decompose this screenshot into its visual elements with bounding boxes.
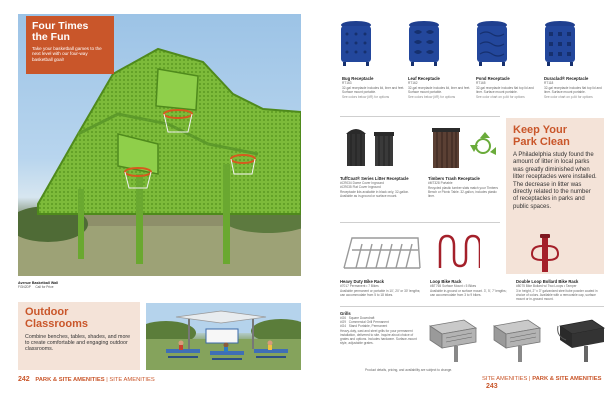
grill-sku: #G4 — [340, 324, 347, 328]
product-sku: RT162 — [408, 81, 418, 85]
loop-bike-rack-image — [436, 232, 480, 277]
leaf-receptacle-image — [404, 18, 444, 73]
timbers-receptacle-card — [428, 176, 500, 198]
grill-image — [552, 314, 608, 369]
footer-left-sub: SITE AMENITIES — [109, 377, 155, 383]
product-sku: RT163 — [342, 81, 352, 85]
grill-sku: #G9 — [340, 320, 347, 324]
outdoor-title-line2: Classrooms — [25, 317, 88, 330]
hero-title — [32, 21, 108, 43]
product-variants: Surface Mount • 5 Bikes — [442, 284, 477, 288]
keep-title-line2: Park Clean — [513, 136, 570, 148]
divider — [340, 222, 500, 223]
hero-callout — [26, 16, 114, 74]
divider — [340, 306, 604, 307]
product-name: Loop Bike Rack — [430, 279, 462, 284]
grill-image — [488, 316, 544, 369]
grill-icon — [488, 316, 544, 364]
product-name: Heavy Duty Bike Rack — [340, 279, 384, 284]
receptacle-card — [342, 76, 406, 99]
grills-title: Grills — [340, 311, 351, 316]
product-sku: #BT765 — [430, 284, 442, 288]
receptacle-icon — [472, 18, 512, 68]
receptacle-card — [544, 76, 608, 99]
grill-icon — [424, 316, 480, 364]
page-number-right: 243 — [486, 383, 498, 390]
product-desc: 32-gal receptacle includes lid, liner and feet. Surface mount portable. — [408, 86, 471, 94]
timbers-receptacle-image — [428, 124, 498, 177]
hero-title-line1: Four Times — [32, 20, 89, 32]
litter-receptacle-icon — [342, 124, 402, 172]
product-sku: RT165 — [476, 81, 486, 85]
footer-right-section: PARK & SITE AMENITIES — [532, 376, 602, 382]
basketball-caption — [18, 281, 138, 289]
page-number-left: 242 — [18, 376, 30, 383]
divider — [340, 116, 500, 117]
footer-left-separator: | — [106, 377, 108, 383]
keep-text: A Philadelphia study found the amount of litter in local parks was greatly diminished when litter receptacles were installed. The decrease in litter was directly related to the number of receptacles in parks and public spaces. — [513, 152, 597, 210]
footer-right-separator: | — [529, 376, 531, 382]
bug-receptacle-image — [336, 18, 376, 73]
receptacle-icon — [404, 18, 444, 68]
product-desc: Available in-ground or surface mount. 3', 5', 7' lengths; can accommodate from 3 to 9 bikes. — [430, 289, 507, 297]
bike-rack-icon — [340, 230, 424, 274]
product-variants: Bike Bollard w/ Two Loops • Tamper — [525, 284, 577, 288]
bike-rack-card — [340, 279, 426, 297]
outdoor-classrooms-callout — [18, 302, 140, 370]
receptacle-card — [408, 76, 472, 99]
caption-code: FGN2DP — [18, 285, 31, 290]
grills-note: Heavy-duty, cast and steel grills for your permanent installation, delivered to site. Inquire about choice of grates and options. Includes hardware. Surface-mount style, adjustable grates. — [340, 329, 417, 345]
footer-right-sub: SITE AMENITIES — [482, 376, 528, 382]
product-sku: RT118 — [544, 81, 554, 85]
keep-title — [513, 124, 597, 148]
outdoor-title-line1: Outdoor — [25, 306, 69, 318]
grill-icon — [552, 314, 608, 364]
bike-rack-card — [516, 279, 604, 301]
bollard-bike-rack-image — [530, 232, 560, 279]
heavy-duty-bike-rack-image — [340, 230, 424, 279]
outdoor-classroom-photo — [146, 303, 301, 370]
product-name: Duraclad® Receptacle — [544, 76, 589, 81]
product-sku: #CR034 — [340, 181, 352, 185]
product-sku: #8075 — [516, 284, 525, 288]
bollard-bike-rack-icon — [530, 232, 560, 274]
grill-image — [424, 316, 480, 369]
product-desc: 32-gal receptacle includes lid, liner and feet. Surface mount portable. — [342, 86, 405, 94]
receptacle-icon — [540, 18, 580, 68]
pond-receptacle-image — [472, 18, 512, 73]
product-name: TuffCoat® Series Litter Receptacle — [340, 176, 409, 181]
product-name: Bug Receptacle — [342, 76, 374, 81]
grill-desc: Square Downdraft — [348, 316, 375, 320]
litter-receptacle-image — [342, 124, 402, 177]
grill-sku: #G6 — [340, 316, 347, 320]
product-name: Timbers Trash Receptacle — [428, 176, 480, 181]
product-note: See color chart on p.## for options — [544, 95, 593, 99]
product-sku-desc: Flat Cover Inground — [352, 185, 381, 189]
bike-rack-card — [430, 279, 510, 297]
product-desc: 3 in height, 2" x 3" galvanized steel tube powder coated in choice of colors. Available with a removable cap, surface mount or in-ground mount. — [516, 289, 598, 301]
product-desc: 32-gal receptacle includes flat top lid and liner. Surface mount portable. — [476, 86, 534, 94]
keep-title-line1: Keep Your — [513, 124, 567, 136]
product-note: Receptacle lids available in black only, 32-gallon. Available as in-ground or surface mount. — [340, 190, 410, 198]
grill-desc: Commercial Grill Permanent — [348, 320, 389, 324]
product-name: Pond Receptacle — [476, 76, 510, 81]
product-note: Recycled plastic lumber slats match your Timbers Bench or Picnic Table. 32-gallon, includes plastic liner. — [428, 186, 498, 198]
grills-card — [340, 311, 420, 345]
product-desc: Available permanent or portable in 10', 20' or 30' lengths; can accommodate from 5 to 18 bikes. — [340, 289, 421, 297]
outdoor-text: Combine benches, tables, shades, and more to create comfortable and engaging outdoor classrooms. — [25, 334, 131, 353]
grill-desc: Stand Portable, Permanent — [348, 324, 388, 328]
product-sku-desc: Portable — [440, 181, 453, 185]
product-note: See color chart on p.## for options — [476, 95, 525, 99]
outdoor-classroom-illustration — [146, 303, 301, 370]
outdoor-title — [25, 307, 133, 330]
hero-subtitle: Take your basketball games to the next level with our four-way basketball goal! — [32, 46, 102, 62]
receptacle-icon — [336, 18, 376, 68]
footer-left — [18, 376, 155, 384]
receptacle-card — [476, 76, 540, 99]
timbers-receptacle-icon — [428, 124, 498, 172]
caption-name: Avenue Basketball Wall — [18, 281, 59, 285]
product-note: See colors below (#R) for options — [342, 95, 390, 99]
product-desc: 32-gal receptacle includes flat top lid and liner. Surface mount portable. — [544, 86, 602, 94]
footer-right — [482, 376, 616, 391]
product-sku: #CR035 — [340, 185, 352, 189]
recycle-icon — [470, 132, 496, 155]
loop-bike-rack-icon — [436, 232, 480, 272]
product-variants: Permanent • 7 Bikes — [349, 284, 379, 288]
product-sku-desc: Dome Cover Inground — [352, 181, 384, 185]
product-sku: #7017 — [340, 284, 349, 288]
fine-print: Product details, pricing, and availability are subject to change. — [365, 368, 453, 372]
footer-left-section: PARK & SITE AMENITIES — [35, 377, 105, 383]
duraclad-receptacle-image — [540, 18, 580, 73]
caption-desc: Call for Price — [35, 285, 54, 290]
product-name: Double Loop Bollard Bike Rack — [516, 279, 579, 284]
hero-title-line2: the Fun — [32, 31, 70, 43]
product-sku: #MT328 — [428, 181, 440, 185]
litter-receptacle-card — [340, 176, 420, 198]
product-note: See colors below (#R) for options — [408, 95, 456, 99]
product-name: Leaf Receptacle — [408, 76, 440, 81]
